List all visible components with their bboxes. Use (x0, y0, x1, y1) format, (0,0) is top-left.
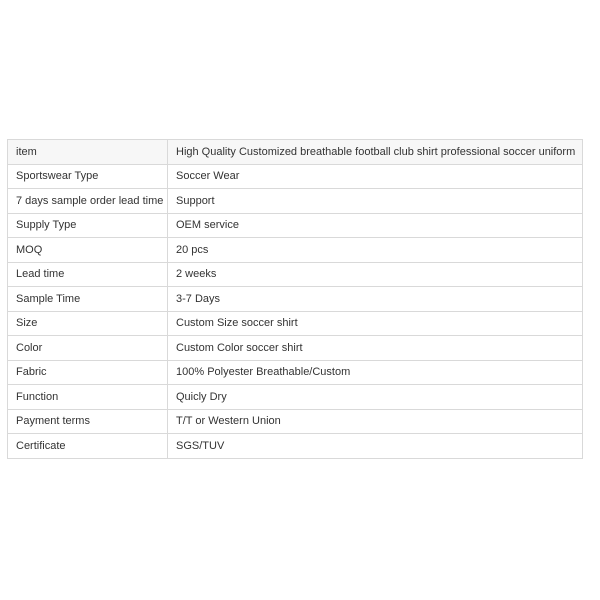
table-row (8, 336, 583, 361)
row-label: Sample Time (8, 287, 168, 312)
row-label: item (8, 140, 168, 165)
row-value: Soccer Wear (168, 164, 583, 189)
table-row (8, 434, 583, 459)
table-row (8, 238, 583, 263)
row-label: Function (8, 385, 168, 410)
row-value: Custom Color soccer shirt (168, 336, 583, 361)
row-label: Color (8, 336, 168, 361)
table-row (8, 385, 583, 410)
table-row (8, 360, 583, 385)
row-value: 20 pcs (168, 238, 583, 263)
row-label: Supply Type (8, 213, 168, 238)
table-row (8, 287, 583, 312)
row-value: Support (168, 189, 583, 214)
table-row (8, 164, 583, 189)
row-label: 7 days sample order lead time (8, 189, 168, 214)
row-value: 3-7 Days (168, 287, 583, 312)
table-row (8, 189, 583, 214)
row-value: 2 weeks (168, 262, 583, 287)
table-row (8, 140, 583, 165)
table-row (8, 262, 583, 287)
row-label: Fabric (8, 360, 168, 385)
product-spec-table (7, 139, 583, 459)
row-label: Lead time (8, 262, 168, 287)
table-row (8, 213, 583, 238)
row-value: Quicly Dry (168, 385, 583, 410)
row-label: Certificate (8, 434, 168, 459)
row-label: Size (8, 311, 168, 336)
table-row (8, 311, 583, 336)
row-value: T/T or Western Union (168, 409, 583, 434)
row-label: Sportswear Type (8, 164, 168, 189)
row-label: MOQ (8, 238, 168, 263)
row-label: Payment terms (8, 409, 168, 434)
row-value: OEM service (168, 213, 583, 238)
row-value: Custom Size soccer shirt (168, 311, 583, 336)
table-row (8, 409, 583, 434)
row-value: SGS/TUV (168, 434, 583, 459)
row-value: High Quality Customized breathable football club shirt professional soccer uniform (168, 140, 583, 165)
row-value: 100% Polyester Breathable/Custom (168, 360, 583, 385)
